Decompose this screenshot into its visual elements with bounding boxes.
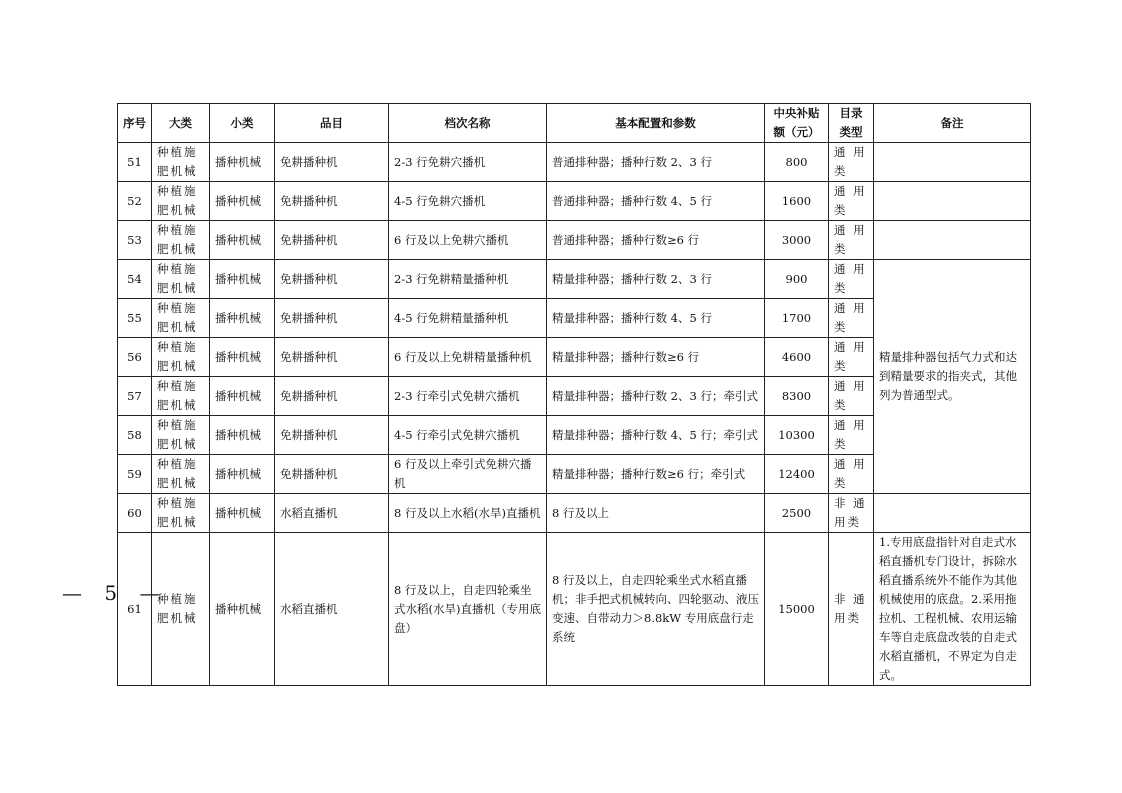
subsidy-cell: 10300 bbox=[765, 416, 829, 455]
type-cell: 通 用 类 bbox=[829, 377, 874, 416]
item-cell: 免耕播种机 bbox=[275, 377, 389, 416]
config-cell: 普通排种器；播种行数 2、3 行 bbox=[547, 143, 765, 182]
subcategory-cell: 播种机械 bbox=[210, 494, 275, 533]
subsidy-cell: 15000 bbox=[765, 533, 829, 686]
item-cell: 免耕播种机 bbox=[275, 416, 389, 455]
table-row bbox=[118, 494, 1031, 533]
grade-cell: 4-5 行免耕精量播种机 bbox=[389, 299, 547, 338]
type-cell: 通 用 类 bbox=[829, 182, 874, 221]
item-cell: 免耕播种机 bbox=[275, 338, 389, 377]
subcategory-cell: 播种机械 bbox=[210, 221, 275, 260]
subsidy-cell: 800 bbox=[765, 143, 829, 182]
header-cell: 中央补贴额（元） bbox=[765, 104, 829, 143]
row-number: 55 bbox=[118, 299, 152, 338]
category-cell: 种植施肥机械 bbox=[152, 533, 210, 686]
note-cell-61: 1.专用底盘指针对自走式水稻直播机专门设计，拆除水稻直播系统外不能作为其他机械使用的底盘。2.采用拖拉机、工程机械、农用运输车等自走底盘改装的自走式水稻直播机，不界定为自走式。 bbox=[874, 533, 1031, 686]
category-cell: 种植施肥机械 bbox=[152, 416, 210, 455]
subcategory-cell: 播种机械 bbox=[210, 143, 275, 182]
subcategory-cell: 播种机械 bbox=[210, 416, 275, 455]
category-cell: 种植施肥机械 bbox=[152, 221, 210, 260]
subsidy-table bbox=[117, 103, 1031, 686]
subcategory-cell: 播种机械 bbox=[210, 533, 275, 686]
row-number: 52 bbox=[118, 182, 152, 221]
type-cell: 通 用 类 bbox=[829, 299, 874, 338]
subsidy-cell: 4600 bbox=[765, 338, 829, 377]
grade-cell: 6 行及以上免耕穴播机 bbox=[389, 221, 547, 260]
category-cell: 种植施肥机械 bbox=[152, 494, 210, 533]
category-cell: 种植施肥机械 bbox=[152, 299, 210, 338]
subsidy-cell: 12400 bbox=[765, 455, 829, 494]
item-cell: 免耕播种机 bbox=[275, 455, 389, 494]
type-cell: 通 用 类 bbox=[829, 221, 874, 260]
config-cell: 8 行及以上，自走四轮乘坐式水稻直播机；非手把式机械转向、四轮驱动、液压变速、自带动力＞8.8kW 专用底盘行走系统 bbox=[547, 533, 765, 686]
row-number: 51 bbox=[118, 143, 152, 182]
subsidy-cell: 1600 bbox=[765, 182, 829, 221]
header-cell: 备注 bbox=[874, 104, 1031, 143]
table-row bbox=[118, 143, 1031, 182]
config-cell: 精量排种器；播种行数 2、3 行；牵引式 bbox=[547, 377, 765, 416]
item-cell: 免耕播种机 bbox=[275, 221, 389, 260]
type-cell: 通 用 类 bbox=[829, 143, 874, 182]
item-cell: 水稻直播机 bbox=[275, 533, 389, 686]
subcategory-cell: 播种机械 bbox=[210, 338, 275, 377]
header-cell: 基本配置和参数 bbox=[547, 104, 765, 143]
subsidy-cell: 2500 bbox=[765, 494, 829, 533]
header-cell: 序号 bbox=[118, 104, 152, 143]
grade-cell: 2-3 行牵引式免耕穴播机 bbox=[389, 377, 547, 416]
table-row bbox=[118, 533, 1031, 686]
category-cell: 种植施肥机械 bbox=[152, 182, 210, 221]
subsidy-cell: 3000 bbox=[765, 221, 829, 260]
grade-cell: 4-5 行牵引式免耕穴播机 bbox=[389, 416, 547, 455]
header-cell: 小类 bbox=[210, 104, 275, 143]
header-cell: 大类 bbox=[152, 104, 210, 143]
row-number: 57 bbox=[118, 377, 152, 416]
config-cell: 8 行及以上 bbox=[547, 494, 765, 533]
note-cell bbox=[874, 182, 1031, 221]
subcategory-cell: 播种机械 bbox=[210, 182, 275, 221]
page-number: — 5 — bbox=[62, 581, 168, 605]
note-cell-merged: 精量排种器包括气力式和达到精量要求的指夹式，其他列为普通型式。 bbox=[874, 260, 1031, 494]
header-cell: 目录类型 bbox=[829, 104, 874, 143]
category-cell: 种植施肥机械 bbox=[152, 338, 210, 377]
config-cell: 精量排种器；播种行数 4、5 行；牵引式 bbox=[547, 416, 765, 455]
category-cell: 种植施肥机械 bbox=[152, 455, 210, 494]
item-cell: 免耕播种机 bbox=[275, 143, 389, 182]
subcategory-cell: 播种机械 bbox=[210, 299, 275, 338]
note-cell bbox=[874, 494, 1031, 533]
grade-cell: 6 行及以上免耕精量播种机 bbox=[389, 338, 547, 377]
grade-cell: 2-3 行免耕精量播种机 bbox=[389, 260, 547, 299]
config-cell: 精量排种器；播种行数 4、5 行 bbox=[547, 299, 765, 338]
grade-cell: 8 行及以上水稻(水旱)直播机 bbox=[389, 494, 547, 533]
config-cell: 精量排种器；播种行数≥6 行；牵引式 bbox=[547, 455, 765, 494]
note-cell bbox=[874, 143, 1031, 182]
header-cell: 档次名称 bbox=[389, 104, 547, 143]
row-number: 53 bbox=[118, 221, 152, 260]
table-header bbox=[118, 104, 1031, 143]
row-number: 56 bbox=[118, 338, 152, 377]
subsidy-cell: 900 bbox=[765, 260, 829, 299]
row-number: 58 bbox=[118, 416, 152, 455]
type-cell: 通 用 类 bbox=[829, 455, 874, 494]
subcategory-cell: 播种机械 bbox=[210, 455, 275, 494]
grade-cell: 2-3 行免耕穴播机 bbox=[389, 143, 547, 182]
config-cell: 精量排种器；播种行数≥6 行 bbox=[547, 338, 765, 377]
config-cell: 普通排种器；播种行数≥6 行 bbox=[547, 221, 765, 260]
type-cell: 通 用 类 bbox=[829, 416, 874, 455]
grade-cell: 4-5 行免耕穴播机 bbox=[389, 182, 547, 221]
type-cell: 非 通 用类 bbox=[829, 494, 874, 533]
config-cell: 普通排种器；播种行数 4、5 行 bbox=[547, 182, 765, 221]
type-cell: 非 通 用类 bbox=[829, 533, 874, 686]
subcategory-cell: 播种机械 bbox=[210, 260, 275, 299]
grade-cell: 8 行及以上，自走四轮乘坐式水稻(水旱)直播机（专用底盘） bbox=[389, 533, 547, 686]
category-cell: 种植施肥机械 bbox=[152, 143, 210, 182]
subcategory-cell: 播种机械 bbox=[210, 377, 275, 416]
item-cell: 免耕播种机 bbox=[275, 299, 389, 338]
category-cell: 种植施肥机械 bbox=[152, 377, 210, 416]
item-cell: 免耕播种机 bbox=[275, 260, 389, 299]
table-row bbox=[118, 260, 1031, 299]
row-number: 60 bbox=[118, 494, 152, 533]
row-number: 59 bbox=[118, 455, 152, 494]
header-cell: 品目 bbox=[275, 104, 389, 143]
grade-cell: 6 行及以上牵引式免耕穴播机 bbox=[389, 455, 547, 494]
row-number: 54 bbox=[118, 260, 152, 299]
category-cell: 种植施肥机械 bbox=[152, 260, 210, 299]
note-cell bbox=[874, 221, 1031, 260]
row-number: 61 bbox=[118, 533, 152, 686]
config-cell: 精量排种器；播种行数 2、3 行 bbox=[547, 260, 765, 299]
table-row bbox=[118, 221, 1031, 260]
subsidy-cell: 8300 bbox=[765, 377, 829, 416]
item-cell: 免耕播种机 bbox=[275, 182, 389, 221]
type-cell: 通 用 类 bbox=[829, 338, 874, 377]
table-row bbox=[118, 182, 1031, 221]
type-cell: 通 用 类 bbox=[829, 260, 874, 299]
subsidy-cell: 1700 bbox=[765, 299, 829, 338]
item-cell: 水稻直播机 bbox=[275, 494, 389, 533]
